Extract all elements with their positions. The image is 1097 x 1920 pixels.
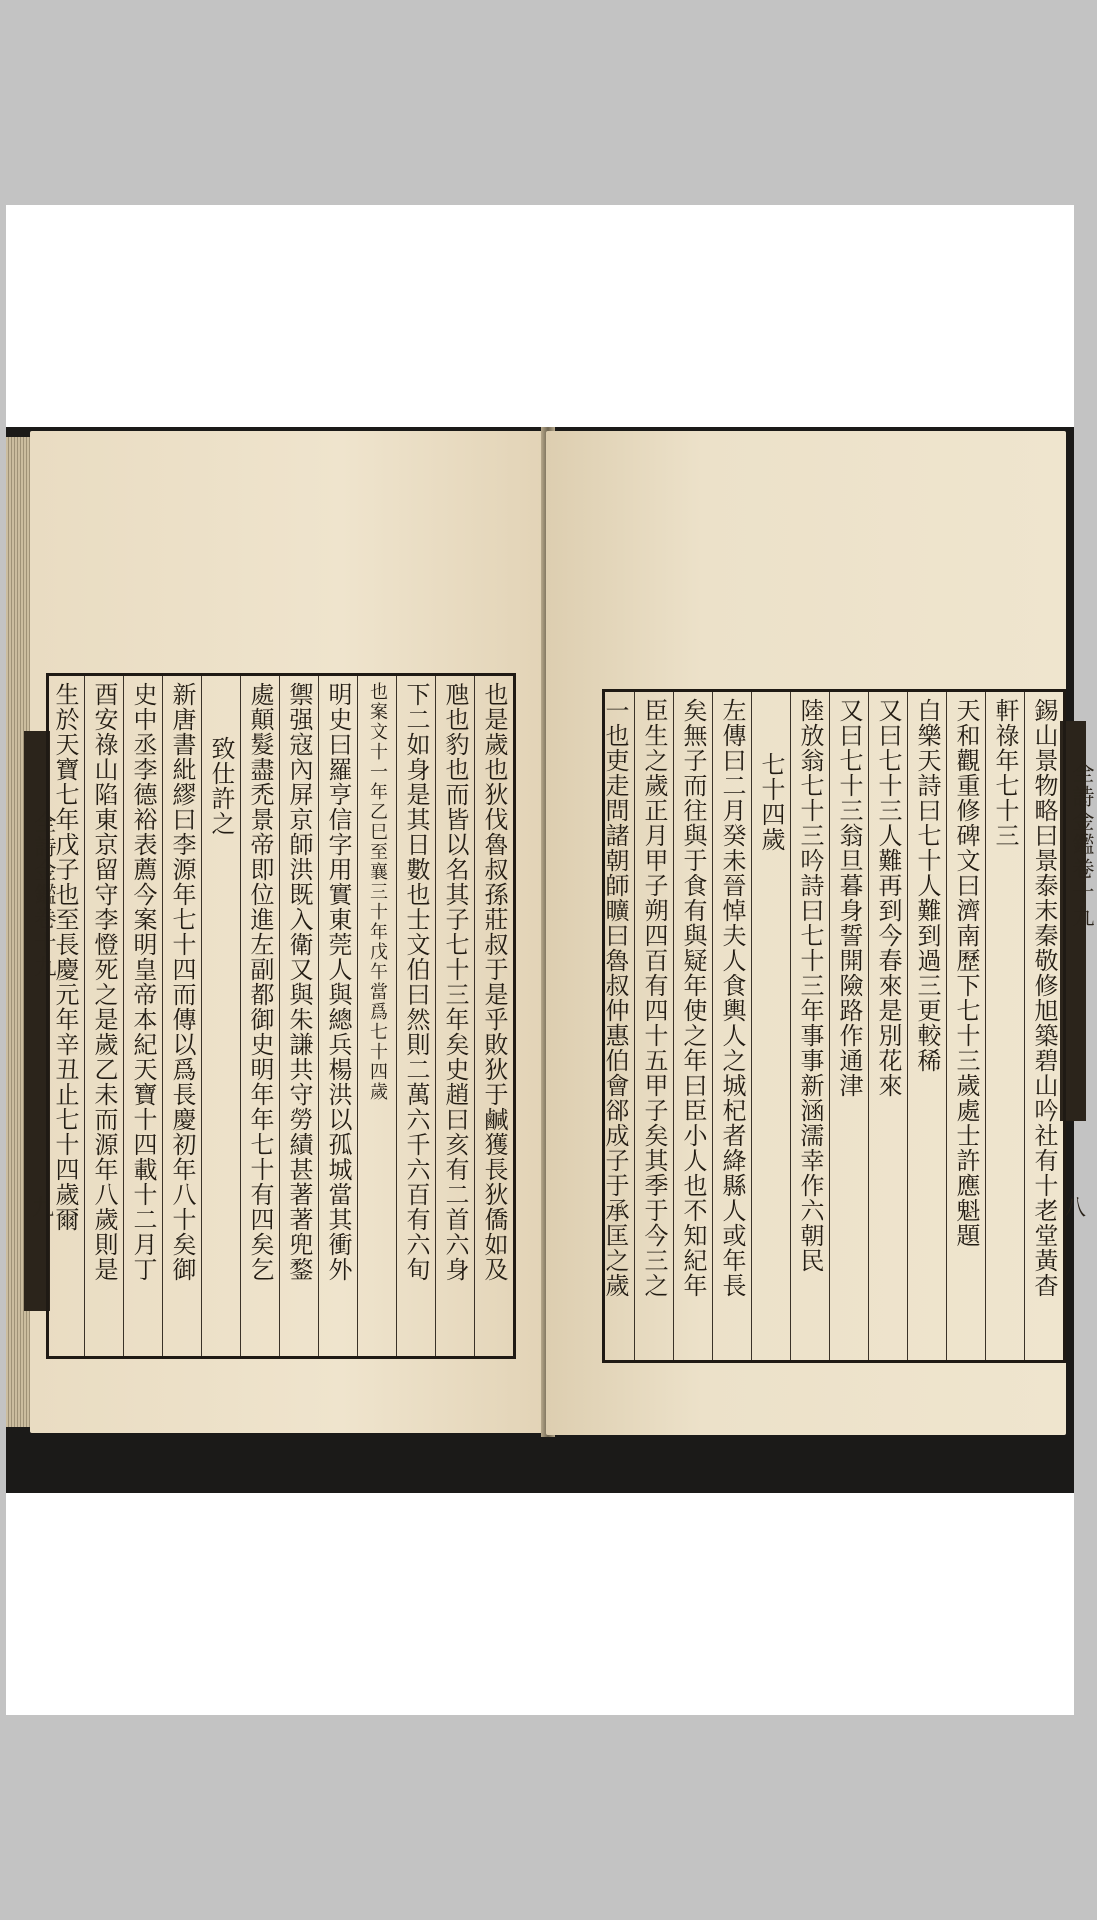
right-margin-title: 全詩金鑑卷十九 bbox=[1069, 761, 1094, 929]
text-column: 一也吏走問諸朝師曠曰魯叔仲惠伯會郤成子于承匡之歲 bbox=[601, 698, 629, 1298]
section-heading-column: 七十四歲 bbox=[751, 692, 790, 1360]
right-page bbox=[546, 431, 1094, 1435]
text-column: 白樂天詩曰七十人難到過三更較稀 bbox=[907, 692, 946, 1360]
text-column: 天和觀重修碑文曰濟南歷下七十三歲處士許應魁題 bbox=[946, 692, 985, 1360]
text-column: 生於天寶七年戊子也至長慶元年辛丑止七十四歲爾 bbox=[51, 682, 79, 1232]
left-margin-title: 全詩金鑑卷十九 bbox=[31, 811, 56, 979]
left-folio: 九 bbox=[32, 1196, 55, 1221]
text-column: 處顛髮盡禿景帝即位進左副都御史明年年七十有四矣乞 bbox=[240, 676, 279, 1356]
text-column: 酉安祿山陷東京留守李憕死之是歲乙未而源年八歲則是 bbox=[84, 676, 123, 1356]
text-column: 左傳曰二月癸未晉悼夫人食輿人之城杞者絳縣人或年長 bbox=[712, 692, 751, 1360]
book-photo bbox=[6, 427, 1094, 1493]
right-folio: 八 bbox=[1064, 1196, 1087, 1221]
text-column: 又曰七十三翁旦暮身誓開險路作通津 bbox=[829, 692, 868, 1360]
text-column: 臣生之歲正月甲子朔四百有四十五甲子矣其季于今三之 bbox=[634, 692, 673, 1360]
text-column: 下二如身是其日數也士文伯曰然則二萬六千六百有六旬 bbox=[396, 676, 435, 1356]
text-column: 錫山景物略曰景泰末秦敬修旭築碧山吟社有十老堂黃杳 bbox=[1024, 692, 1063, 1360]
annotation-column: 也案文十一年乙巳至襄三十年戊午當爲七十四歲 bbox=[357, 676, 396, 1356]
text-column: 明史曰羅亨信字用實東莞人與總兵楊洪以孤城當其衝外 bbox=[318, 676, 357, 1356]
text-column: 史中丞李德裕表薦今案明皇帝本紀天寶十四載十二月丁 bbox=[123, 676, 162, 1356]
left-page bbox=[30, 431, 550, 1433]
text-column: 陸放翁七十三吟詩曰七十三年事事新涵濡幸作六朝民 bbox=[790, 692, 829, 1360]
text-column: 矣無子而往與于食有與疑年使之年曰臣小人也不知紀年 bbox=[673, 692, 712, 1360]
left-text-block bbox=[46, 673, 516, 1359]
text-column: 虺也豹也而皆以名其子七十三年矣史趙曰亥有二首六身 bbox=[435, 676, 474, 1356]
text-column: 又曰七十三人難再到今春來是別花來 bbox=[868, 692, 907, 1360]
text-column: 禦强寇內屏京師洪既入衛又與朱謙共守勞績甚著著兜鍪 bbox=[279, 676, 318, 1356]
text-column: 致仕許之 bbox=[201, 676, 240, 1356]
text-column: 軒祿年七十三 bbox=[985, 692, 1024, 1360]
text-column: 新唐書紕繆曰李源年七十四而傳以爲長慶初年八十矣御 bbox=[162, 676, 201, 1356]
text-column: 也是歲也狄伐魯叔孫莊叔于是乎敗狄于鹹獲長狄僑如及 bbox=[474, 676, 513, 1356]
right-text-block bbox=[602, 689, 1066, 1363]
